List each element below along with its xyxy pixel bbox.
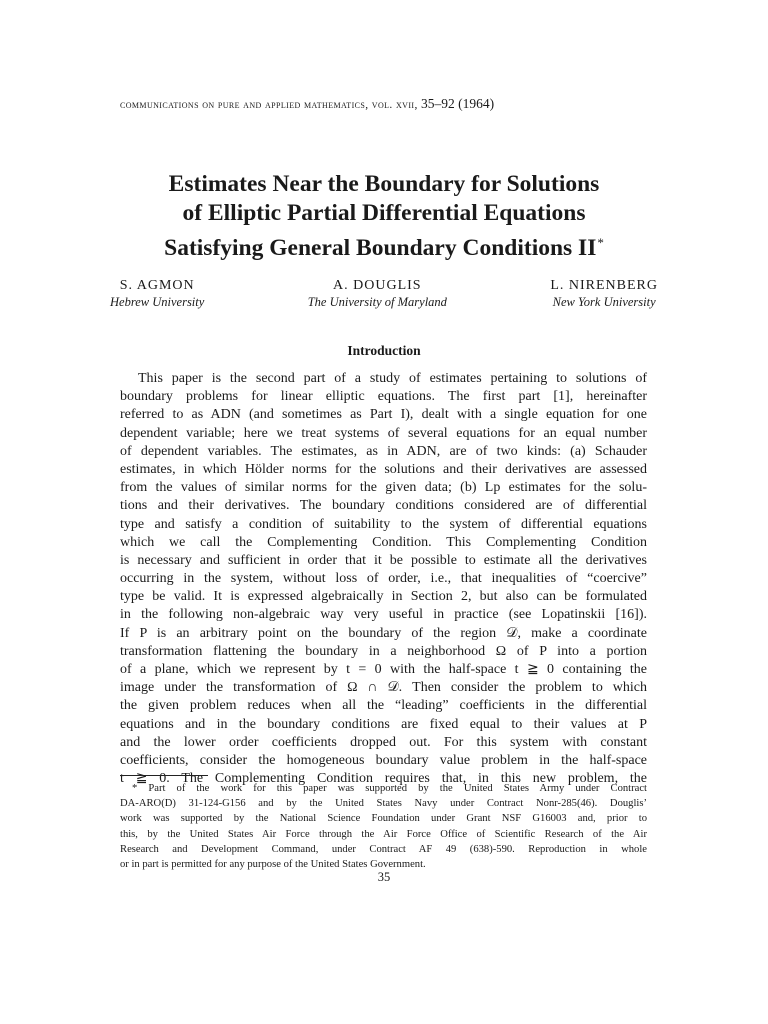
title-line (84, 228, 684, 263)
body-line: of a plane, which we represent by t = 0 with the half-space t ≧ 0 containing the (120, 662, 647, 677)
author-agmon (110, 277, 204, 311)
body-line: which we call the Complementing Condition. This Complementing Condition (120, 534, 647, 550)
body-line: estimates, in which Hölder norms for the solutions and their derivatives are assessed (120, 461, 647, 477)
body-line: coefficients, consider the homogeneous boundary value problem in the half-space (120, 752, 647, 768)
footnote-line: DA-ARO(D) 31-124-G156 and by the United States Navy under Contract Nonr-285(46). Douglis’ (120, 798, 647, 810)
footnote-line: work was supported by the National Science Foundation under Grant NSF G16003 and, prior to (120, 813, 647, 825)
paper-title (84, 170, 684, 263)
body-line: of dependent variables. The estimates, as in ADN, are of two kinds: (a) Schauder (120, 443, 647, 459)
author-list (110, 277, 658, 311)
body-line: is necessary and sufficient in order that it be possible to estimate all the derivatives (120, 552, 647, 568)
author-name: L. NIRENBERG (550, 278, 658, 293)
body-line: boundary problems for linear elliptic equations. The first part [1], hereinafter (120, 389, 647, 405)
body-line: If P is an arbitrary point on the boundary of the region 𝒟, make a coordinate (120, 625, 647, 641)
body-line: occurring in the system, without loss of order, i.e., that inequalities of “coercive” (120, 571, 647, 587)
body-line: transformation flattening the boundary in a neighborhood Ω of P into a portion (120, 643, 647, 659)
body-line: image under the transformation of Ω ∩ 𝒟. Then consider the problem to which (120, 680, 647, 696)
body-line: the given problem reduces when all the “leading” coefficients in the differential (120, 698, 647, 714)
body-line: equations and in the boundary conditions are fixed equal to their values at P (120, 716, 647, 732)
author-nirenberg (550, 277, 658, 311)
author-douglis (308, 277, 447, 311)
footnote-rule (120, 775, 208, 776)
footnote (120, 781, 647, 872)
footnote-line: * Part of the work for this paper was supported by the United States Army under Contract (132, 783, 647, 794)
body-line: in the following non-algebraic way very useful in practice (see Lopatinskii [16]). (120, 607, 647, 623)
footnote-line: this, by the United States Air Force through the Air Force Office of Scientific Research of the Air (120, 828, 647, 840)
journal-header (120, 96, 648, 112)
body-line: referred to as ADN (and sometimes as Part I), dealt with a single equation for one (120, 407, 647, 423)
body-text (120, 370, 647, 788)
journal-name: communications on pure and applied mathematics, vol. xvii, (120, 99, 418, 111)
author-affiliation: The University of Maryland (307, 295, 447, 309)
page-number: 35 (377, 870, 391, 884)
body-line: from the values of similar norms for the given data; (b) Lp estimates for the solu- (120, 480, 647, 496)
body-line: dependent variable; here we treat systems of several equations for an equal number (120, 425, 647, 441)
body-line: and the lower order coefficients dropped out. For this system with constant (120, 734, 647, 750)
section-heading: Introduction (347, 343, 421, 358)
footnote-line: or in part is permitted for any purpose of the United States Government. (120, 858, 426, 870)
author-name: A. DOUGLIS (333, 278, 422, 293)
body-line: tions and their derivatives. The boundary conditions considered are of differential (120, 498, 647, 514)
body-line: This paper is the second part of a study of estimates pertaining to solutions of (138, 371, 647, 386)
journal-pages: 35–92 (1964) (421, 96, 495, 111)
body-line: type be valid. It is expressed algebraically in Section 2, but also can be formulated (120, 589, 647, 605)
title-line: Estimates Near the Boundary for Solutions (168, 171, 600, 197)
author-name: S. AGMON (119, 278, 195, 293)
author-affiliation: New York University (552, 295, 656, 309)
author-affiliation: Hebrew University (110, 295, 205, 309)
title-line-text: Satisfying General Boundary Conditions II (164, 235, 597, 261)
footnote-line: Research and Development Command, under Contract AF 49 (638)-590. Reproduction in whole (120, 843, 647, 855)
title-footnote-mark: * (597, 235, 604, 250)
body-line: type and satisfy a condition of suitability to the system of differential equations (120, 516, 647, 532)
title-line: of Elliptic Partial Differential Equations (182, 200, 586, 226)
body-line: t ≧ 0. The Complementing Condition requires that, in this new problem, the (120, 771, 647, 787)
